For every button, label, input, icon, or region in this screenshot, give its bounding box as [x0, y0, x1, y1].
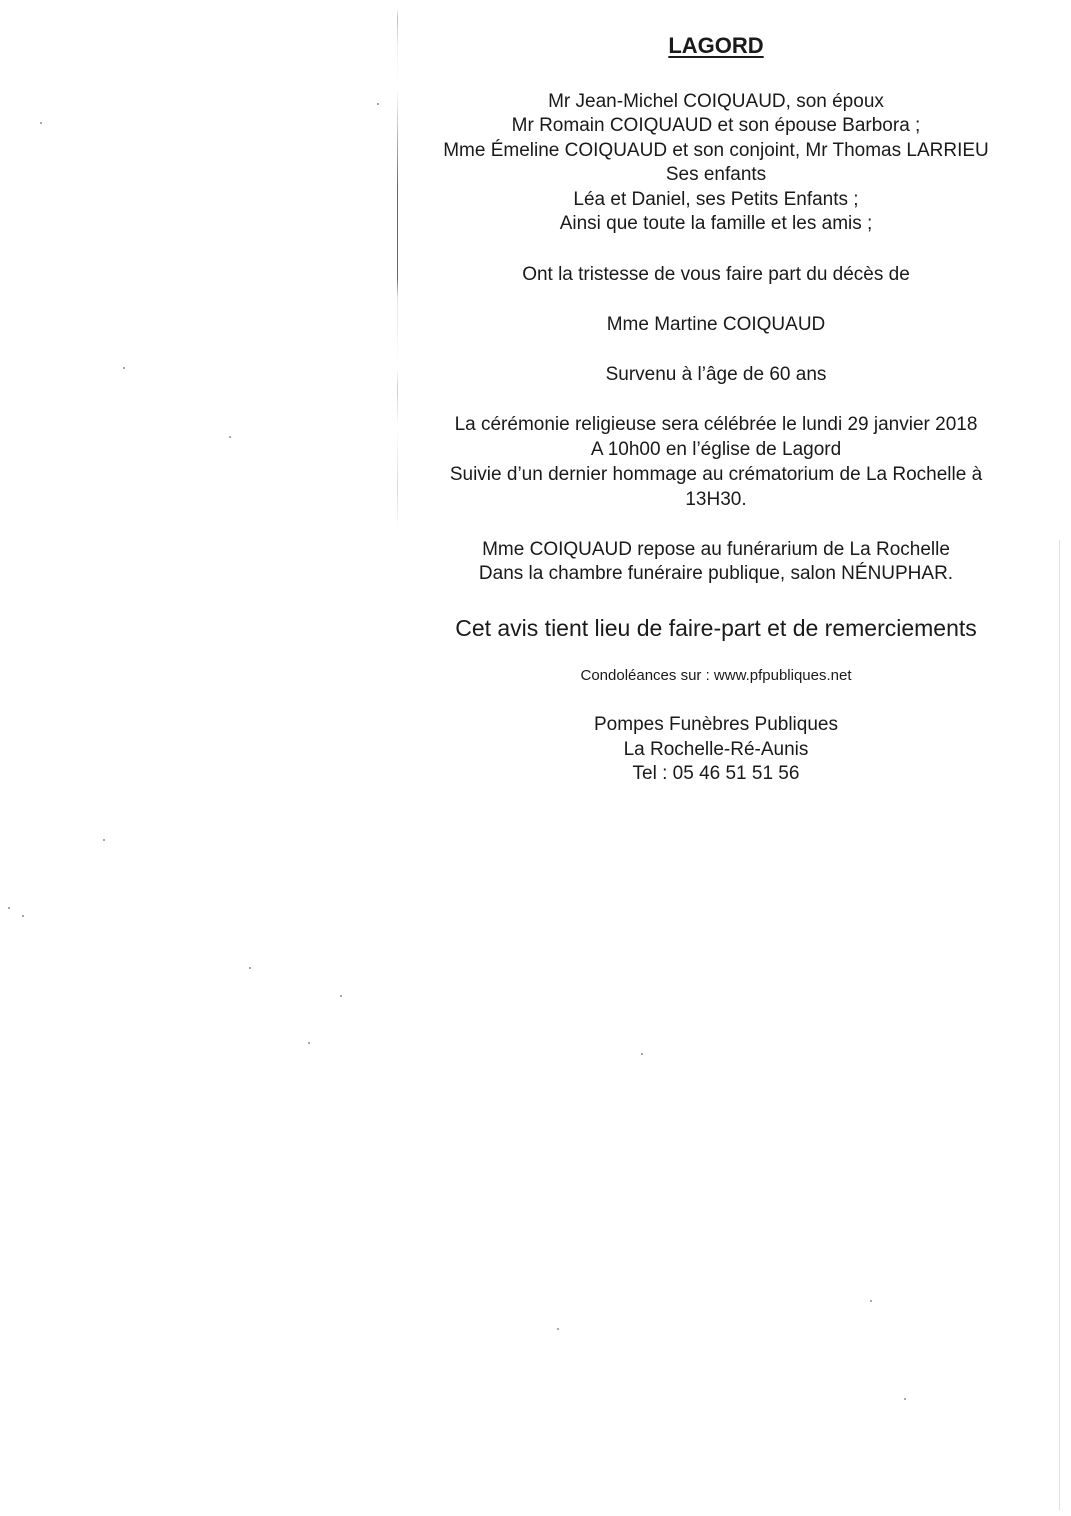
scan-speck [308, 1042, 310, 1044]
scan-speck [340, 995, 342, 997]
deceased-name: Mme Martine COIQUAUD [606, 314, 826, 335]
scan-speck [103, 839, 105, 841]
ceremony-line: 13H30. [685, 489, 747, 510]
announcement-text: Ont la tristesse de vous faire part du décès de [522, 264, 910, 285]
scan-speck [377, 103, 379, 105]
funeral-home-line: La Rochelle-Ré-Aunis [623, 739, 809, 760]
ceremony-line: La cérémonie religieuse sera célébrée le lundi 29 janvier 2018 [454, 414, 978, 435]
family-line: Léa et Daniel, ses Petits Enfants ; [573, 189, 859, 210]
scan-speck [641, 1053, 643, 1055]
ceremony-line: A 10h00 en l’église de Lagord [590, 439, 842, 460]
condolences-text: Condoléances sur : www.pfpubliques.net [580, 667, 852, 684]
family-line: Mr Romain COIQUAUD et son épouse Barbora ; [511, 115, 921, 136]
notice-text: Cet avis tient lieu de faire-part et de remerciements [455, 615, 977, 641]
funeral-home-phone: Tel : 05 46 51 51 56 [632, 763, 800, 784]
scan-speck [8, 907, 10, 909]
scan-artifact-line [397, 8, 398, 608]
funeral-home-line: Pompes Funèbres Publiques [594, 714, 838, 735]
scan-speck [870, 1300, 872, 1302]
scan-speck [22, 915, 24, 917]
family-line: Mr Jean-Michel COIQUAUD, son époux [548, 91, 884, 112]
family-line: Mme Émeline COIQUAUD et son conjoint, Mr Thomas LARRIEU [443, 140, 989, 161]
family-line: Ainsi que toute la famille et les amis ; [559, 213, 873, 234]
scan-speck [557, 1328, 559, 1330]
scan-speck [249, 967, 251, 969]
repose-line: Dans la chambre funéraire publique, salon NÉNUPHAR. [478, 563, 954, 584]
scan-speck [229, 436, 231, 438]
scan-speck [40, 122, 42, 124]
ceremony-line: Suivie d’un dernier hommage au crématorium de La Rochelle à [449, 464, 983, 485]
scan-artifact-line-right [1059, 540, 1060, 1510]
family-line: Ses enfants [665, 164, 767, 185]
scan-speck [904, 1398, 906, 1400]
page-title: LAGORD [668, 33, 764, 58]
age-text: Survenu à l’âge de 60 ans [605, 364, 827, 385]
scan-speck [123, 367, 125, 369]
repose-line: Mme COIQUAUD repose au funérarium de La Rochelle [482, 539, 950, 560]
